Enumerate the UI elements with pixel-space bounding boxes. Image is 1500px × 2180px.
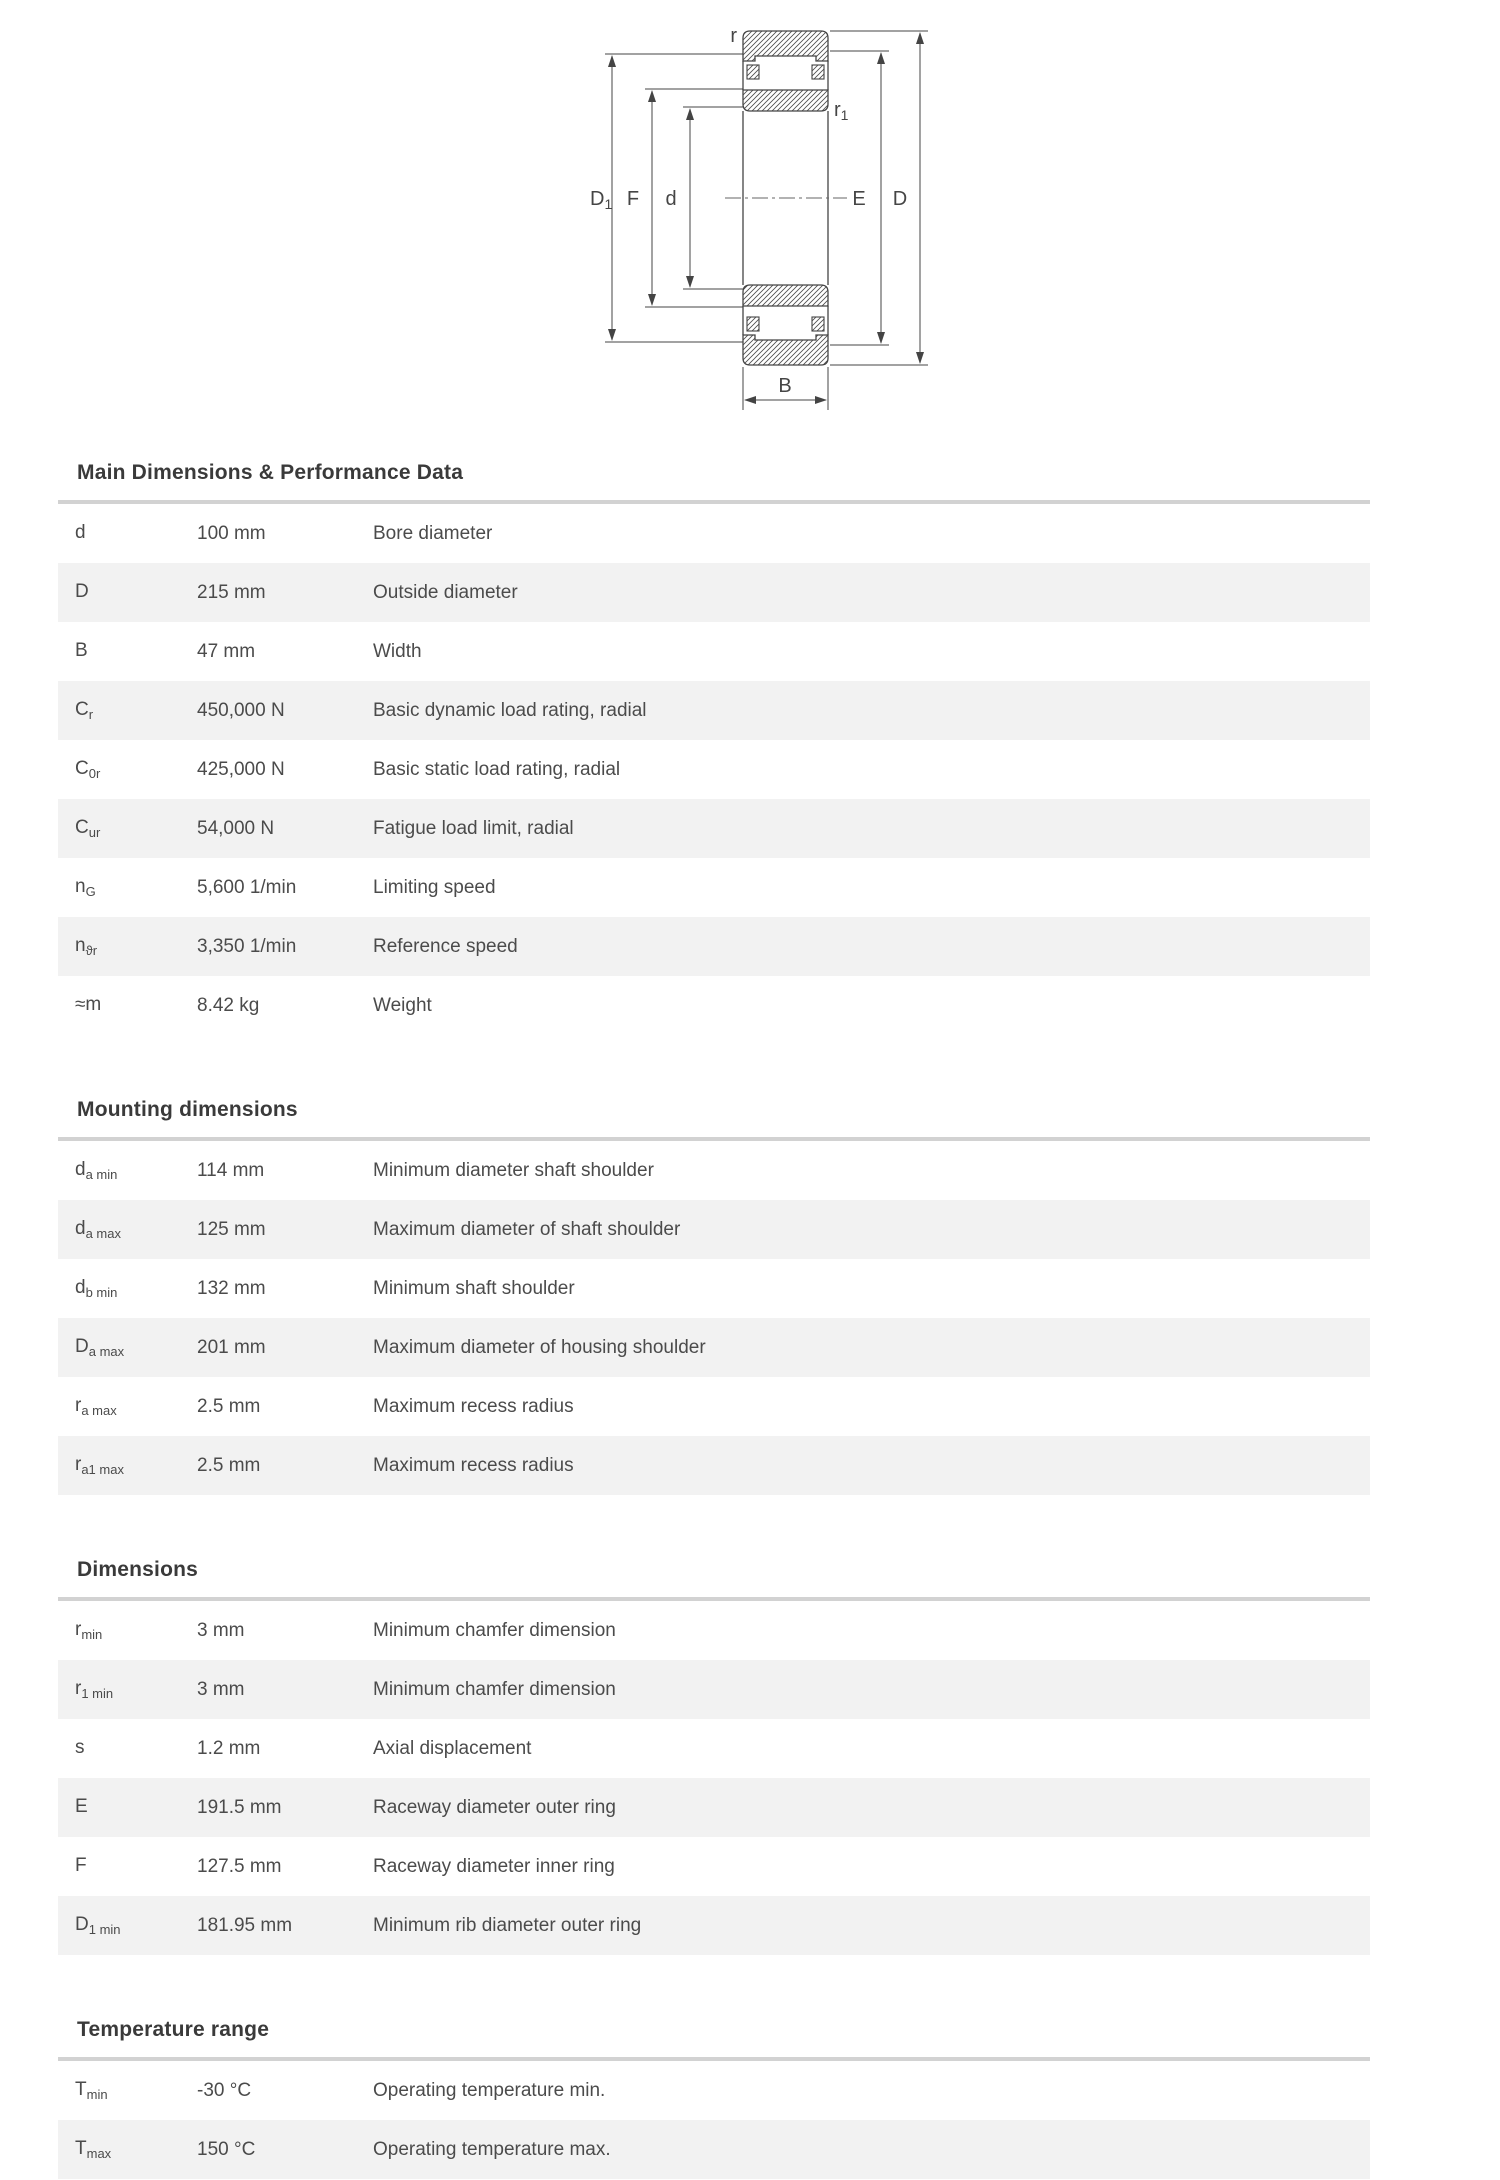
row-description: Maximum diameter of shaft shoulder — [373, 1218, 681, 1240]
row-description: Raceway diameter inner ring — [373, 1855, 615, 1877]
row-symbol: $T_{min}$ — [75, 2079, 108, 2102]
row-value: 2.5 mm — [197, 1454, 261, 1476]
spec-row — [58, 1200, 1370, 1259]
row-symbol: E — [75, 1796, 88, 1817]
row-description: Outside diameter — [373, 581, 518, 603]
spec-row — [58, 1436, 1370, 1495]
row-symbol: D — [75, 581, 89, 602]
spec-rows — [58, 2061, 1370, 2179]
row-value: 181.95 mm — [197, 1914, 293, 1936]
row-symbol: d — [75, 522, 86, 543]
row-value: 54,000 N — [197, 817, 275, 839]
spec-row — [58, 1601, 1370, 1660]
row-description: Maximum recess radius — [373, 1454, 574, 1476]
cage-bottom-right — [812, 317, 824, 331]
spec-row — [58, 681, 1370, 740]
row-value: 114 mm — [197, 1159, 265, 1181]
spec-section — [58, 458, 1370, 1035]
spec-rows — [58, 1601, 1370, 1955]
row-value: 3 mm — [197, 1678, 245, 1700]
row-description: Minimum diameter shaft shoulder — [373, 1159, 654, 1181]
row-value: 8.42 kg — [197, 994, 260, 1016]
spec-row — [58, 1719, 1370, 1778]
row-symbol: $n_{ϑr}$ — [75, 935, 98, 958]
spec-row — [58, 622, 1370, 681]
spec-row — [58, 1259, 1370, 1318]
row-value: 125 mm — [197, 1218, 266, 1240]
row-description: Operating temperature min. — [373, 2079, 606, 2101]
section-title: Temperature range — [77, 2018, 270, 2041]
row-description: Axial displacement — [373, 1737, 532, 1759]
section-title: Mounting dimensions — [77, 1098, 298, 1121]
row-symbol: $r_{a1 max}$ — [75, 1454, 124, 1477]
row-value: 215 mm — [197, 581, 266, 603]
row-value: 150 °C — [197, 2138, 256, 2160]
section-title: Main Dimensions & Performance Data — [77, 461, 464, 484]
dim-label-e: E — [852, 188, 866, 210]
row-description: Minimum shaft shoulder — [373, 1277, 575, 1299]
dim-label-r: r — [730, 25, 737, 47]
spec-tables — [58, 418, 1370, 2179]
row-description: Maximum diameter of housing shoulder — [373, 1336, 706, 1358]
dim-label-d1: $D_1$ — [590, 188, 613, 212]
spec-row — [58, 1837, 1370, 1896]
row-value: 3,350 1/min — [197, 935, 297, 957]
spec-row — [58, 740, 1370, 799]
row-value: 1.2 mm — [197, 1737, 261, 1759]
row-value: 47 mm — [197, 640, 256, 662]
spec-row — [58, 858, 1370, 917]
spec-row — [58, 976, 1370, 1035]
row-description: Fatigue load limit, radial — [373, 817, 574, 839]
row-description: Minimum chamfer dimension — [373, 1678, 616, 1700]
bearing-diagram — [575, 8, 935, 418]
row-description: Bore diameter — [373, 522, 493, 544]
dim-label-dcap: D — [892, 188, 908, 210]
spec-row — [58, 1778, 1370, 1837]
spec-row — [58, 1377, 1370, 1436]
row-value: -30 °C — [197, 2079, 252, 2101]
row-value: 425,000 N — [197, 758, 285, 780]
inner-ring-top — [743, 90, 828, 111]
outer-ring-top — [743, 31, 828, 61]
outer-ring-bottom — [743, 335, 828, 365]
row-description: Basic dynamic load rating, radial — [373, 699, 647, 721]
row-symbol: ≈m — [75, 994, 102, 1015]
row-symbol: $n_G$ — [75, 876, 96, 899]
row-description: Minimum rib diameter outer ring — [373, 1914, 642, 1936]
bearing-cross-section-drawing — [575, 8, 935, 418]
row-symbol: B — [75, 640, 88, 661]
row-description: Basic static load rating, radial — [373, 758, 621, 780]
row-description: Maximum recess radius — [373, 1395, 574, 1417]
dim-label-r1: $r_1$ — [834, 99, 849, 123]
row-description: Minimum chamfer dimension — [373, 1619, 616, 1641]
row-symbol: $d_{b min}$ — [75, 1277, 118, 1300]
row-symbol: $T_{max}$ — [75, 2138, 112, 2161]
spec-row — [58, 504, 1370, 563]
row-description: Operating temperature max. — [373, 2138, 611, 2160]
dim-label-d: d — [665, 188, 677, 210]
row-value: 3 mm — [197, 1619, 245, 1641]
spec-row — [58, 2061, 1370, 2120]
row-value: 450,000 N — [197, 699, 285, 721]
spec-row — [58, 1141, 1370, 1200]
spec-row — [58, 1318, 1370, 1377]
row-symbol: $D_{a max}$ — [75, 1336, 125, 1359]
row-value: 2.5 mm — [197, 1395, 261, 1417]
row-value: 132 mm — [197, 1277, 266, 1299]
cage-top-right — [812, 65, 824, 79]
cage-top-left — [747, 65, 759, 79]
row-value: 201 mm — [197, 1336, 266, 1358]
inner-ring-bottom — [743, 285, 828, 306]
cage-bottom-left — [747, 317, 759, 331]
row-symbol: $D_{1 min}$ — [75, 1914, 121, 1937]
row-description: Width — [373, 640, 422, 662]
row-value: 5,600 1/min — [197, 876, 297, 898]
spec-row — [58, 917, 1370, 976]
spec-row — [58, 1896, 1370, 1955]
dim-label-f: F — [626, 188, 640, 210]
row-symbol: F — [75, 1855, 87, 1876]
dim-label-b: B — [778, 375, 792, 397]
spec-rows — [58, 1141, 1370, 1495]
spec-section — [58, 1555, 1370, 1955]
spec-section — [58, 1095, 1370, 1495]
row-symbol: $C_{ur}$ — [75, 817, 101, 840]
row-value: 100 mm — [197, 522, 266, 544]
row-description: Limiting speed — [373, 876, 496, 898]
row-symbol: $r_{a max}$ — [75, 1395, 117, 1418]
row-value: 191.5 mm — [197, 1796, 282, 1818]
row-symbol: $d_{a min}$ — [75, 1159, 118, 1182]
spec-row — [58, 2120, 1370, 2179]
row-description: Reference speed — [373, 935, 518, 957]
row-symbol: $C_r$ — [75, 699, 94, 722]
spec-section — [58, 2015, 1370, 2179]
section-title: Dimensions — [77, 1558, 199, 1581]
spec-row — [58, 1660, 1370, 1719]
row-symbol: $r_{min}$ — [75, 1619, 103, 1642]
row-symbol: $d_{a max}$ — [75, 1218, 121, 1241]
row-value: 127.5 mm — [197, 1855, 282, 1877]
spec-row — [58, 563, 1370, 622]
row-description: Raceway diameter outer ring — [373, 1796, 616, 1818]
spec-row — [58, 799, 1370, 858]
row-symbol: $r_{1 min}$ — [75, 1678, 114, 1701]
row-symbol: $C_{0r}$ — [75, 758, 101, 781]
spec-rows — [58, 504, 1370, 1035]
row-symbol: s — [75, 1737, 85, 1758]
row-description: Weight — [373, 994, 432, 1016]
